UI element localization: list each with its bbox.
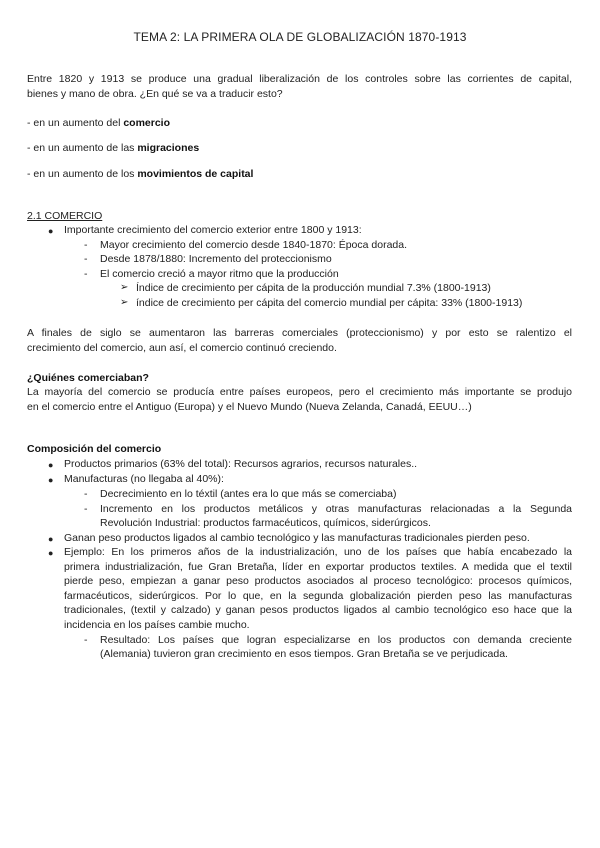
dash-icon: -	[84, 488, 88, 500]
dash-icon: -	[84, 634, 88, 646]
intro-item-prefix: - en un aumento de las	[27, 142, 138, 154]
dash-icon: -	[84, 253, 88, 265]
arrow-icon: ➢	[120, 282, 129, 293]
ejemplo-line: farmacéuticos, siderúrgicos. Por lo que, en la segunda globalización pierden peso las manufacturas	[64, 590, 572, 602]
paragraph-proteccionismo-line-2: crecimiento del comercio, aun así, el comercio continuó creciendo.	[27, 342, 337, 354]
intro-item-bold: movimientos de capital	[137, 168, 254, 180]
intro-item-prefix: - en un aumento de los	[27, 168, 138, 180]
ejemplo-line: incidencia en los países cambie mucho.	[64, 619, 250, 631]
intro-item-bold: migraciones	[137, 142, 200, 154]
bullet-icon: ●	[48, 460, 54, 470]
section-heading-comercio: 2.1 COMERCIO	[27, 210, 103, 222]
dash-icon: -	[84, 503, 88, 515]
ejemplo-line: Ejemplo: En los primeros años de la industrialización, uno de los países que había encabezado la	[64, 546, 572, 558]
intro-line-2: bienes y mano de obra. ¿En qué se va a traducir esto?	[27, 88, 283, 100]
resultado-line-2: (Alemania) tuvieron gran crecimiento en esos tiempos. Gran Bretaña se ve perjudicada.	[100, 648, 508, 660]
bullet-manufacturas: Manufacturas (no llegaba al 40%):	[64, 473, 224, 485]
ejemplo-line: tradicionales, (textil y calzado) y ganan pesos productos ligados al cambio tecnológico eso hace que la	[64, 604, 572, 616]
dash-item-line-1: Incremento en los productos metálicos y otras manufacturas relacionadas a la Segunda	[100, 503, 572, 515]
bullet-comercio-crecimiento: Importante crecimiento del comercio exterior entre 1800 y 1913:	[64, 224, 362, 236]
ejemplo-line: pierde peso, empiezan a ganar peso productos asociados al proceso tecnológico: procesos químicos,	[64, 575, 572, 587]
page-title: TEMA 2: LA PRIMERA OLA DE GLOBALIZACIÓN 1870-1913	[133, 30, 467, 44]
intro-item-prefix: - en un aumento del	[27, 117, 124, 129]
dash-item: Mayor crecimiento del comercio desde 1840-1870: Época dorada.	[100, 239, 408, 251]
dash-item: El comercio creció a mayor ritmo que la producción	[100, 268, 339, 280]
heading-text: ¿Quiénes comerciaban?	[27, 372, 149, 384]
intro-line-1: Entre 1820 y 1913 se produce una gradual liberalización de los controles sobre las corrientes de capital,	[27, 73, 572, 85]
bullet-icon: ●	[48, 534, 54, 544]
arrow-item: Índice de crecimiento per cápita de la producción mundial 7.3% (1800-1913)	[136, 282, 491, 294]
section-heading-quienes	[27, 371, 572, 386]
intro-item-migraciones	[27, 141, 572, 156]
ejemplo-line: primera industrialización, fue Gran Bretaña, líder en exportar productos textiles. A medida que el textil	[64, 561, 572, 573]
paragraph-proteccionismo-line-1: A finales de siglo se aumentaron las barreras comerciales (proteccionismo) y por esto se ralentizo el	[27, 327, 572, 339]
section-heading-composicion	[27, 442, 572, 457]
bullet-icon: ●	[48, 475, 54, 485]
dash-icon: -	[84, 239, 88, 251]
dash-item: Decrecimiento en lo téxtil (antes era lo que más se comerciaba)	[100, 488, 397, 500]
bullet-icon: ●	[48, 548, 54, 558]
intro-item-bold: comercio	[123, 117, 171, 129]
resultado-line-1: Resultado: Los países que logran especializarse en los productos con demanda creciente	[100, 634, 572, 646]
dash-item: Desde 1878/1880: Incremento del proteccionismo	[100, 253, 332, 265]
dash-icon: -	[84, 268, 88, 280]
bullet-productos-primarios: Productos primarios (63% del total): Recursos agrarios, recursos naturales..	[64, 458, 418, 470]
bullet-ganan-peso: Ganan peso productos ligados al cambio tecnológico y las manufacturas tradicionales pierden peso.	[64, 532, 530, 544]
intro-item-comercio	[27, 116, 572, 131]
dash-item-line-2: Revolución Industrial: productos farmacéuticos, químicos, siderúrgicos.	[100, 517, 431, 529]
intro-item-capital	[27, 167, 572, 182]
quienes-line-2: en el comercio entre el Antiguo (Europa) y el Nuevo Mundo (Nueva Zelanda, Canadá, EEUU…)	[27, 401, 472, 413]
arrow-item: índice de crecimiento per cápita del comercio mundial per cápita: 33% (1800-1913)	[136, 297, 523, 309]
bullet-icon: ●	[48, 226, 54, 236]
heading-text: Composición del comercio	[27, 443, 162, 455]
arrow-icon: ➢	[120, 297, 129, 308]
quienes-line-1: La mayoría del comercio se producía entre países europeos, pero el crecimiento más importante se produjo	[27, 386, 572, 398]
